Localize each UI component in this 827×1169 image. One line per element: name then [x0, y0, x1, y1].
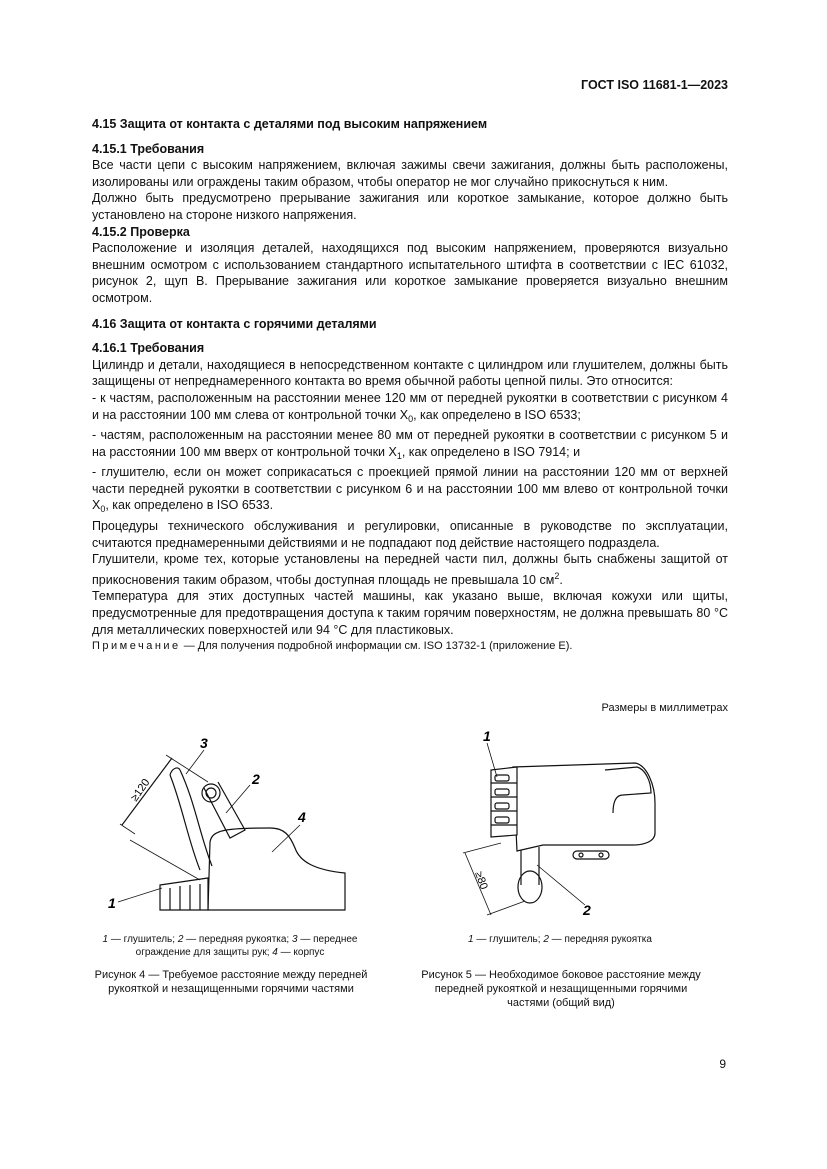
figure-4-drawing — [100, 730, 360, 920]
page-number: 9 — [719, 1057, 726, 1071]
section-4-16-title: 4.16 Защита от контакта с горячими деталями — [92, 316, 377, 331]
paragraph: Глушители, кроме тех, которые установлены на передней части пил, должны быть снабжены защитой от прикосновения таким образом, чтобы доступная площадь не превышала 10 $см^2$. — [92, 552, 728, 587]
paragraph: Цилиндр и детали, находящиеся в непосредственном контакте с цилиндром или глушителем, должны быть защищены от непреднамеренного контакта во время обычной работы цепной пилы. Это относится: — [92, 357, 728, 389]
bullet-item: - к частям, расположенным на расстоянии менее 120 мм от передней рукоятки в соответствии с рисунком 4 и на расстоянии 100 мм слева от контрольной точки $X_0$, как определено в ISO 6533; — [92, 390, 728, 424]
figure-4-label-4: 4 — [298, 809, 306, 825]
bullet-item: - глушителю, если он может соприкасаться с проекцией прямой линии на расстоянии 120 мм от верхней части передней рукоятки в соответствии с рисунком 6 и на расстоянии 100 мм влево от контрольной точки $X_0$, как определено в ISO 6533. — [92, 465, 728, 515]
figure-4-legend: 1 — глушитель; 2 — передняя рукоятка; 3 — переднее ограждение для защиты рук; 4 — корпус — [102, 934, 358, 958]
main-text — [92, 116, 728, 655]
figure-4-label-2: 2 — [252, 771, 260, 787]
figure-5-dimension: ≥80 — [472, 869, 490, 892]
figure-4-label-1: 1 — [108, 895, 116, 911]
section-4-15-2-title: 4.15.2 Проверка — [92, 224, 190, 239]
paragraph: Должно быть предусмотрено прерывание зажигания или короткое замыкание, которое должно быть установлено на стороне низкого напряжения. — [92, 191, 728, 222]
section-4-15-1-title: 4.15.1 Требования — [92, 141, 205, 156]
figure-5-legend: 1 — глушитель; 2 — передняя рукоятка — [468, 934, 652, 945]
figure-5-drawing — [455, 725, 675, 925]
note: Примечание — Для получения подробной информации см. ISO 13732-1 (приложение Е). — [92, 640, 573, 653]
document-header: ГОСТ ISO 11681-1—2023 — [581, 78, 728, 92]
section-4-16-1-title: 4.16.1 Требования — [92, 341, 205, 356]
figure-4-caption: Рисунок 4 — Требуемое расстояние между передней рукояткой и незащищенными горячими частями — [94, 969, 368, 995]
paragraph: Все части цепи с высоким напряжением, включая зажимы свечи зажигания, должны быть расположены, изолированы или ограждены таким образом, чтобы оператор не мог случайно прикоснуться к ним. — [92, 158, 728, 189]
figure-4-dimension: ≥120 — [128, 776, 153, 804]
dimensions-label: Размеры в миллиметрах — [601, 702, 728, 714]
figure-5-caption: Рисунок 5 — Необходимое боковое расстояние между передней рукояткой и незащищенными горячими частями (общий вид) — [421, 969, 701, 1009]
figure-5-label-2: 2 — [583, 902, 591, 918]
figure-5-label-1: 1 — [483, 728, 491, 744]
paragraph: Процедуры технического обслуживания и регулировки, описанные в руководстве по эксплуатации, считаются преднамеренными действиями и не подпадают под действие настоящего подраздела. — [92, 519, 728, 550]
section-4-15-title: 4.15 Защита от контакта с деталями под высоким напряжением — [92, 117, 488, 131]
paragraph: Расположение и изоляция деталей, находящихся под высоким напряжением, проверяются визуально внешним осмотром с использованием стандартного испытательного штифта в соответствии с IEC 61032, рисунок 2, щуп В. Прерывание зажигания или короткое замыкание проверяется визуально внешним осмотром. — [92, 241, 728, 305]
paragraph: Температура для этих доступных частей машины, как указано выше, включая кожухи или щиты, предусмотренные для предотвращения доступа к таким горячим поверхностям, не должна превышать 80 °С для металлических поверхностей или 94 °С для пластиковых. — [92, 589, 728, 637]
bullet-item: - частям, расположенным на расстоянии менее 80 мм от передней рукоятки в соответствии с рисунком 5 и на расстоянии 100 мм вверх от контрольной точки $X_1$, как определено в ISO 7914; и — [92, 428, 728, 461]
figure-4-label-3: 3 — [200, 735, 208, 751]
